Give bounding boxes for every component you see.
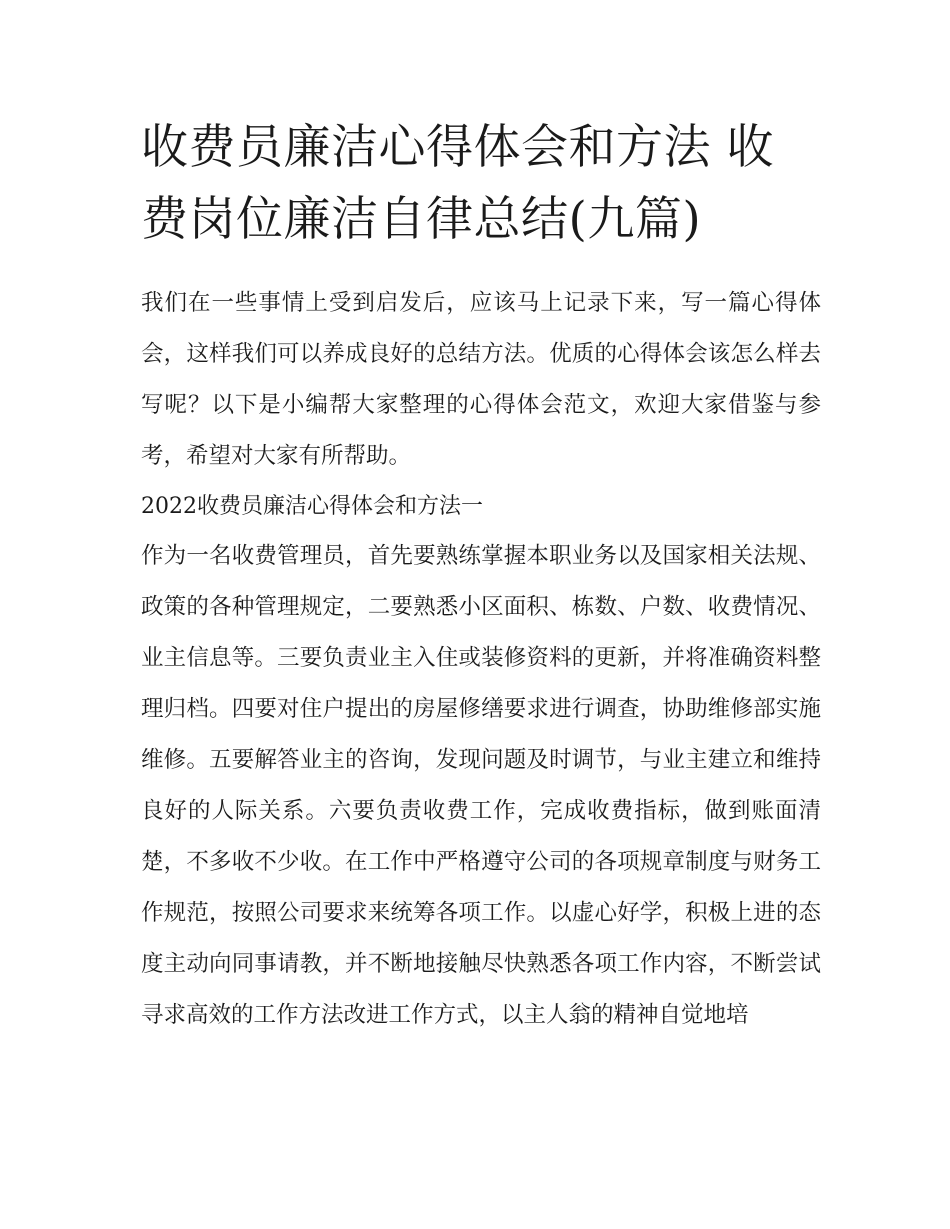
- document-title: 收费员廉洁心得体会和方法 收费岗位廉洁自律总结(九篇): [141, 120, 774, 247]
- section-heading: 2022收费员廉洁心得体会和方法一: [141, 494, 483, 519]
- intro-paragraph: 我们在一些事情上受到启发后，应该马上记录下来，写一篇心得体会，这样我们可以养成良好的总结方法。优质的心得体会该怎么样去写呢？以下是小编帮大家整理的心得体会范文，欢迎大家借鉴与参考，希望对大家有所帮助。: [141, 290, 821, 469]
- section-body-paragraph: 作为一名收费管理员，首先要熟练掌握本职业务以及国家相关法规、政策的各种管理规定，二要熟悉小区面积、栋数、户数、收费情况、业主信息等。三要负责业主入住或装修资料的更新，并将准确资料整理归档。四要对住户提出的房屋修缮要求进行调查，协助维修部实施维修。五要解答业主的咨询，发现问题及时调节，与业主建立和维持良好的人际关系。六要负责收费工作，完成收费指标，做到账面清楚，不多收不少收。在工作中严格遵守公司的各项规章制度与财务工作规范，按照公司要求来统筹各项工作。以虚心好学，积极上进的态度主动向同事请教，并不断地接触尽快熟悉各项工作内容，不断尝试寻求高效的工作方法改进工作方式，以主人翁的精神自觉地培: [141, 543, 821, 1028]
